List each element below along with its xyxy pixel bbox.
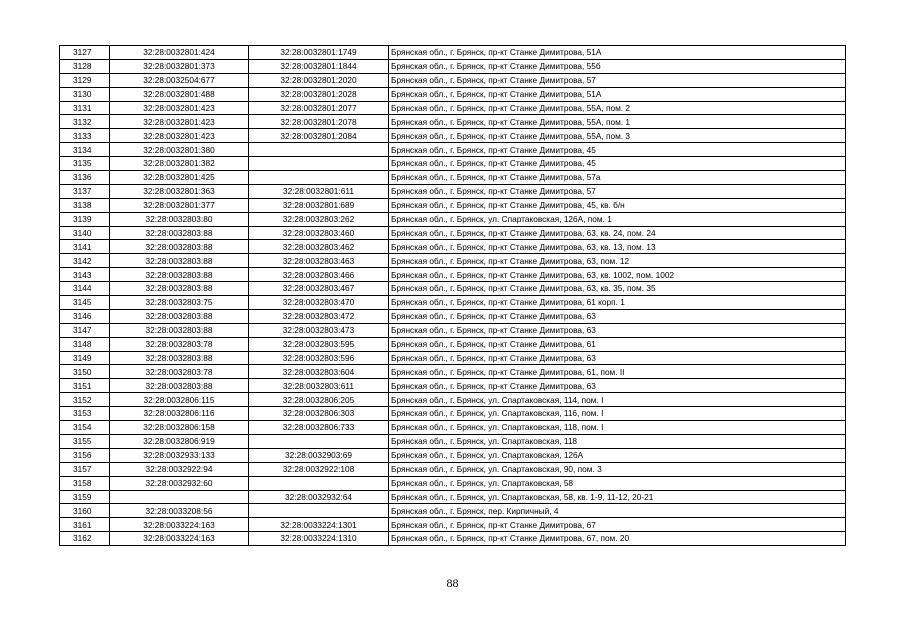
cell-address: Брянская обл., г. Брянск, пр-кт Станке Димитрова, 57а <box>389 171 846 185</box>
cell-number: 3139 <box>60 212 110 226</box>
cell-number: 3152 <box>60 393 110 407</box>
cell-object-number: 32:28:0032803:472 <box>249 309 389 323</box>
cell-address: Брянская обл., г. Брянск, пр-кт Станке Димитрова, 63, кв. 13, пом. 13 <box>389 240 846 254</box>
cell-object-number <box>249 504 389 518</box>
cell-number: 3161 <box>60 518 110 532</box>
cell-cadastral-number: 32:28:0032803:88 <box>110 268 249 282</box>
cell-cadastral-number: 32:28:0032806:115 <box>110 393 249 407</box>
table-row <box>60 532 846 546</box>
cell-object-number: 32:28:0032801:2077 <box>249 101 389 115</box>
cell-object-number: 32:28:0032801:2084 <box>249 129 389 143</box>
cell-object-number: 32:28:0032801:1844 <box>249 59 389 73</box>
cell-number: 3147 <box>60 323 110 337</box>
cell-number: 3157 <box>60 462 110 476</box>
cell-object-number: 32:28:0032803:595 <box>249 337 389 351</box>
cell-cadastral-number: 32:28:0032803:88 <box>110 309 249 323</box>
cell-address: Брянская обл., г. Брянск, пр-кт Станке Димитрова, 63 <box>389 351 846 365</box>
cell-cadastral-number: 32:28:0032803:88 <box>110 379 249 393</box>
cell-cadastral-number: 32:28:0032801:380 <box>110 143 249 157</box>
cell-cadastral-number: 32:28:0032806:919 <box>110 434 249 448</box>
cell-number: 3159 <box>60 490 110 504</box>
cell-number: 3127 <box>60 46 110 60</box>
cell-number: 3140 <box>60 226 110 240</box>
table-row <box>60 212 846 226</box>
cell-number: 3135 <box>60 157 110 171</box>
cell-object-number: 32:28:0032801:689 <box>249 198 389 212</box>
cell-cadastral-number: 32:28:0032801:488 <box>110 87 249 101</box>
cell-address: Брянская обл., г. Брянск, пр-кт Станке Димитрова, 57 <box>389 184 846 198</box>
cell-address: Брянская обл., г. Брянск, ул. Спартаковская, 90, пом. 3 <box>389 462 846 476</box>
cell-address: Брянская обл., г. Брянск, пр-кт Станке Димитрова, 45, кв. б/н <box>389 198 846 212</box>
table-row <box>60 476 846 490</box>
cell-address: Брянская обл., г. Брянск, пр-кт Станке Димитрова, 63 <box>389 323 846 337</box>
cell-number: 3137 <box>60 184 110 198</box>
table-row <box>60 129 846 143</box>
table-row <box>60 434 846 448</box>
cell-cadastral-number: 32:28:0032801:424 <box>110 46 249 60</box>
cell-address: Брянская обл., г. Брянск, ул. Спартаковская, 114, пом. I <box>389 393 846 407</box>
table-row <box>60 171 846 185</box>
cell-number: 3148 <box>60 337 110 351</box>
cell-cadastral-number: 32:28:0032806:116 <box>110 407 249 421</box>
cell-object-number <box>249 157 389 171</box>
cell-address: Брянская обл., г. Брянск, пр-кт Станке Димитрова, 61, пом. II <box>389 365 846 379</box>
cell-object-number: 32:28:0032801:2020 <box>249 73 389 87</box>
cell-cadastral-number <box>110 490 249 504</box>
cell-object-number <box>249 434 389 448</box>
cell-cadastral-number: 32:28:0032801:425 <box>110 171 249 185</box>
cell-cadastral-number: 32:28:0032801:423 <box>110 115 249 129</box>
cell-number: 3132 <box>60 115 110 129</box>
table-row <box>60 59 846 73</box>
registry-table <box>59 45 846 546</box>
cell-cadastral-number: 32:28:0033224:163 <box>110 532 249 546</box>
cell-address: Брянская обл., г. Брянск, пр-кт Станке Димитрова, 55б <box>389 59 846 73</box>
cell-number: 3136 <box>60 171 110 185</box>
table-row <box>60 240 846 254</box>
cell-number: 3146 <box>60 309 110 323</box>
cell-object-number: 32:28:0032803:604 <box>249 365 389 379</box>
table-row <box>60 115 846 129</box>
cell-object-number: 32:28:0032803:470 <box>249 296 389 310</box>
cell-number: 3141 <box>60 240 110 254</box>
cell-object-number: 32:28:0032922:108 <box>249 462 389 476</box>
table-row <box>60 87 846 101</box>
cell-address: Брянская обл., г. Брянск, пр-кт Станке Димитрова, 45 <box>389 143 846 157</box>
cell-address: Брянская обл., г. Брянск, пр-кт Станке Димитрова, 55А, пом. 3 <box>389 129 846 143</box>
cell-number: 3138 <box>60 198 110 212</box>
cell-number: 3143 <box>60 268 110 282</box>
cell-object-number: 32:28:0032803:467 <box>249 282 389 296</box>
cell-number: 3154 <box>60 421 110 435</box>
table-row <box>60 365 846 379</box>
cell-object-number: 32:28:0032806:733 <box>249 421 389 435</box>
cell-address: Брянская обл., г. Брянск, пер. Кирпичный, 4 <box>389 504 846 518</box>
cell-address: Брянская обл., г. Брянск, ул. Спартаковская, 126А <box>389 448 846 462</box>
cell-object-number: 32:28:0032803:473 <box>249 323 389 337</box>
table-row <box>60 268 846 282</box>
table-row <box>60 226 846 240</box>
table-row <box>60 351 846 365</box>
cell-address: Брянская обл., г. Брянск, ул. Спартаковская, 126А, пом. 1 <box>389 212 846 226</box>
cell-address: Брянская обл., г. Брянск, пр-кт Станке Димитрова, 55А, пом. 1 <box>389 115 846 129</box>
table-row <box>60 490 846 504</box>
table-row <box>60 157 846 171</box>
cell-object-number: 32:28:0032932:64 <box>249 490 389 504</box>
cell-cadastral-number: 32:28:0032933:133 <box>110 448 249 462</box>
cell-cadastral-number: 32:28:0032932:60 <box>110 476 249 490</box>
cell-number: 3131 <box>60 101 110 115</box>
cell-address: Брянская обл., г. Брянск, пр-кт Станке Димитрова, 55А, пом. 2 <box>389 101 846 115</box>
cell-number: 3153 <box>60 407 110 421</box>
cell-cadastral-number: 32:28:0032803:78 <box>110 337 249 351</box>
cell-object-number <box>249 476 389 490</box>
cell-cadastral-number: 32:28:0032803:88 <box>110 282 249 296</box>
cell-address: Брянская обл., г. Брянск, ул. Спартаковская, 58 <box>389 476 846 490</box>
cell-object-number: 32:28:0033224:1310 <box>249 532 389 546</box>
cell-address: Брянская обл., г. Брянск, ул. Спартаковская, 116, пом. I <box>389 407 846 421</box>
table-row <box>60 282 846 296</box>
cell-cadastral-number: 32:28:0032803:88 <box>110 254 249 268</box>
page-number: 88 <box>446 576 459 590</box>
table-row <box>60 73 846 87</box>
cell-address: Брянская обл., г. Брянск, пр-кт Станке Димитрова, 67, пом. 20 <box>389 532 846 546</box>
table-row <box>60 323 846 337</box>
cell-number: 3142 <box>60 254 110 268</box>
cell-address: Брянская обл., г. Брянск, пр-кт Станке Димитрова, 51А <box>389 87 846 101</box>
table-row <box>60 309 846 323</box>
cell-address: Брянская обл., г. Брянск, пр-кт Станке Димитрова, 67 <box>389 518 846 532</box>
cell-address: Брянская обл., г. Брянск, ул. Спартаковская, 58, кв. 1-9, 11-12, 20-21 <box>389 490 846 504</box>
cell-number: 3162 <box>60 532 110 546</box>
table-row <box>60 198 846 212</box>
cell-number: 3151 <box>60 379 110 393</box>
cell-object-number: 32:28:0033224:1301 <box>249 518 389 532</box>
cell-object-number: 32:28:0032803:466 <box>249 268 389 282</box>
table-row <box>60 296 846 310</box>
cell-cadastral-number: 32:28:0032803:88 <box>110 226 249 240</box>
cell-cadastral-number: 32:28:0032803:78 <box>110 365 249 379</box>
cell-address: Брянская обл., г. Брянск, пр-кт Станке Димитрова, 45 <box>389 157 846 171</box>
cell-address: Брянская обл., г. Брянск, пр-кт Станке Димитрова, 61 корп. 1 <box>389 296 846 310</box>
cell-number: 3160 <box>60 504 110 518</box>
cell-number: 3150 <box>60 365 110 379</box>
cell-object-number: 32:28:0032803:462 <box>249 240 389 254</box>
cell-number: 3128 <box>60 59 110 73</box>
cell-address: Брянская обл., г. Брянск, ул. Спартаковская, 118 <box>389 434 846 448</box>
cell-cadastral-number: 32:28:0032803:88 <box>110 351 249 365</box>
cell-number: 3145 <box>60 296 110 310</box>
cell-cadastral-number: 32:28:0032803:80 <box>110 212 249 226</box>
table-row <box>60 46 846 60</box>
cell-cadastral-number: 32:28:0033208:56 <box>110 504 249 518</box>
cell-object-number <box>249 171 389 185</box>
cell-cadastral-number: 32:28:0032801:382 <box>110 157 249 171</box>
cell-object-number: 32:28:0032801:2078 <box>249 115 389 129</box>
cell-object-number: 32:28:0032801:2028 <box>249 87 389 101</box>
cell-cadastral-number: 32:28:0032801:377 <box>110 198 249 212</box>
cell-number: 3144 <box>60 282 110 296</box>
cell-object-number <box>249 143 389 157</box>
cell-address: Брянская обл., г. Брянск, пр-кт Станке Димитрова, 63 <box>389 309 846 323</box>
cell-object-number: 32:28:0032801:611 <box>249 184 389 198</box>
table-row <box>60 393 846 407</box>
table-row <box>60 184 846 198</box>
cell-address: Брянская обл., г. Брянск, пр-кт Станке Димитрова, 57 <box>389 73 846 87</box>
cell-object-number: 32:28:0032803:460 <box>249 226 389 240</box>
cell-object-number: 32:28:0032801:1749 <box>249 46 389 60</box>
cell-address: Брянская обл., г. Брянск, пр-кт Станке Димитрова, 63, пом. 12 <box>389 254 846 268</box>
table-row <box>60 254 846 268</box>
cell-cadastral-number: 32:28:0032803:88 <box>110 240 249 254</box>
cell-number: 3149 <box>60 351 110 365</box>
cell-object-number: 32:28:0032806:205 <box>249 393 389 407</box>
cell-cadastral-number: 32:28:0032803:88 <box>110 323 249 337</box>
cell-number: 3133 <box>60 129 110 143</box>
table-row <box>60 448 846 462</box>
cell-object-number: 32:28:0032803:611 <box>249 379 389 393</box>
cell-address: Брянская обл., г. Брянск, пр-кт Станке Димитрова, 63, кв. 1002, пом. 1002 <box>389 268 846 282</box>
cell-object-number: 32:28:0032806:303 <box>249 407 389 421</box>
cell-address: Брянская обл., г. Брянск, пр-кт Станке Димитрова, 51А <box>389 46 846 60</box>
table-row <box>60 421 846 435</box>
cell-cadastral-number: 32:28:0032803:75 <box>110 296 249 310</box>
registry-table-body <box>60 46 846 546</box>
cell-cadastral-number: 32:28:0032801:423 <box>110 129 249 143</box>
cell-cadastral-number: 32:28:0032801:363 <box>110 184 249 198</box>
cell-address: Брянская обл., г. Брянск, пр-кт Станке Димитрова, 61 <box>389 337 846 351</box>
cell-address: Брянская обл., г. Брянск, пр-кт Станке Димитрова, 63 <box>389 379 846 393</box>
table-row <box>60 143 846 157</box>
cell-cadastral-number: 32:28:0032922:94 <box>110 462 249 476</box>
table-row <box>60 462 846 476</box>
cell-cadastral-number: 32:28:0032504:677 <box>110 73 249 87</box>
table-row <box>60 379 846 393</box>
table-row <box>60 504 846 518</box>
cell-cadastral-number: 32:28:0032801:423 <box>110 101 249 115</box>
cell-number: 3156 <box>60 448 110 462</box>
cell-number: 3134 <box>60 143 110 157</box>
cell-address: Брянская обл., г. Брянск, ул. Спартаковская, 118, пом. I <box>389 421 846 435</box>
cell-object-number: 32:28:0032903:69 <box>249 448 389 462</box>
cell-cadastral-number: 32:28:0032806:158 <box>110 421 249 435</box>
cell-object-number: 32:28:0032803:262 <box>249 212 389 226</box>
cell-address: Брянская обл., г. Брянск, пр-кт Станке Димитрова, 63, кв. 35, пом. 35 <box>389 282 846 296</box>
cell-object-number: 32:28:0032803:463 <box>249 254 389 268</box>
cell-address: Брянская обл., г. Брянск, пр-кт Станке Димитрова, 63, кв. 24, пом. 24 <box>389 226 846 240</box>
table-row <box>60 407 846 421</box>
table-row <box>60 337 846 351</box>
cell-object-number: 32:28:0032803:596 <box>249 351 389 365</box>
cell-cadastral-number: 32:28:0032801:373 <box>110 59 249 73</box>
table-row <box>60 101 846 115</box>
cell-cadastral-number: 32:28:0033224:163 <box>110 518 249 532</box>
cell-number: 3130 <box>60 87 110 101</box>
table-row <box>60 518 846 532</box>
cell-number: 3155 <box>60 434 110 448</box>
cell-number: 3158 <box>60 476 110 490</box>
cell-number: 3129 <box>60 73 110 87</box>
